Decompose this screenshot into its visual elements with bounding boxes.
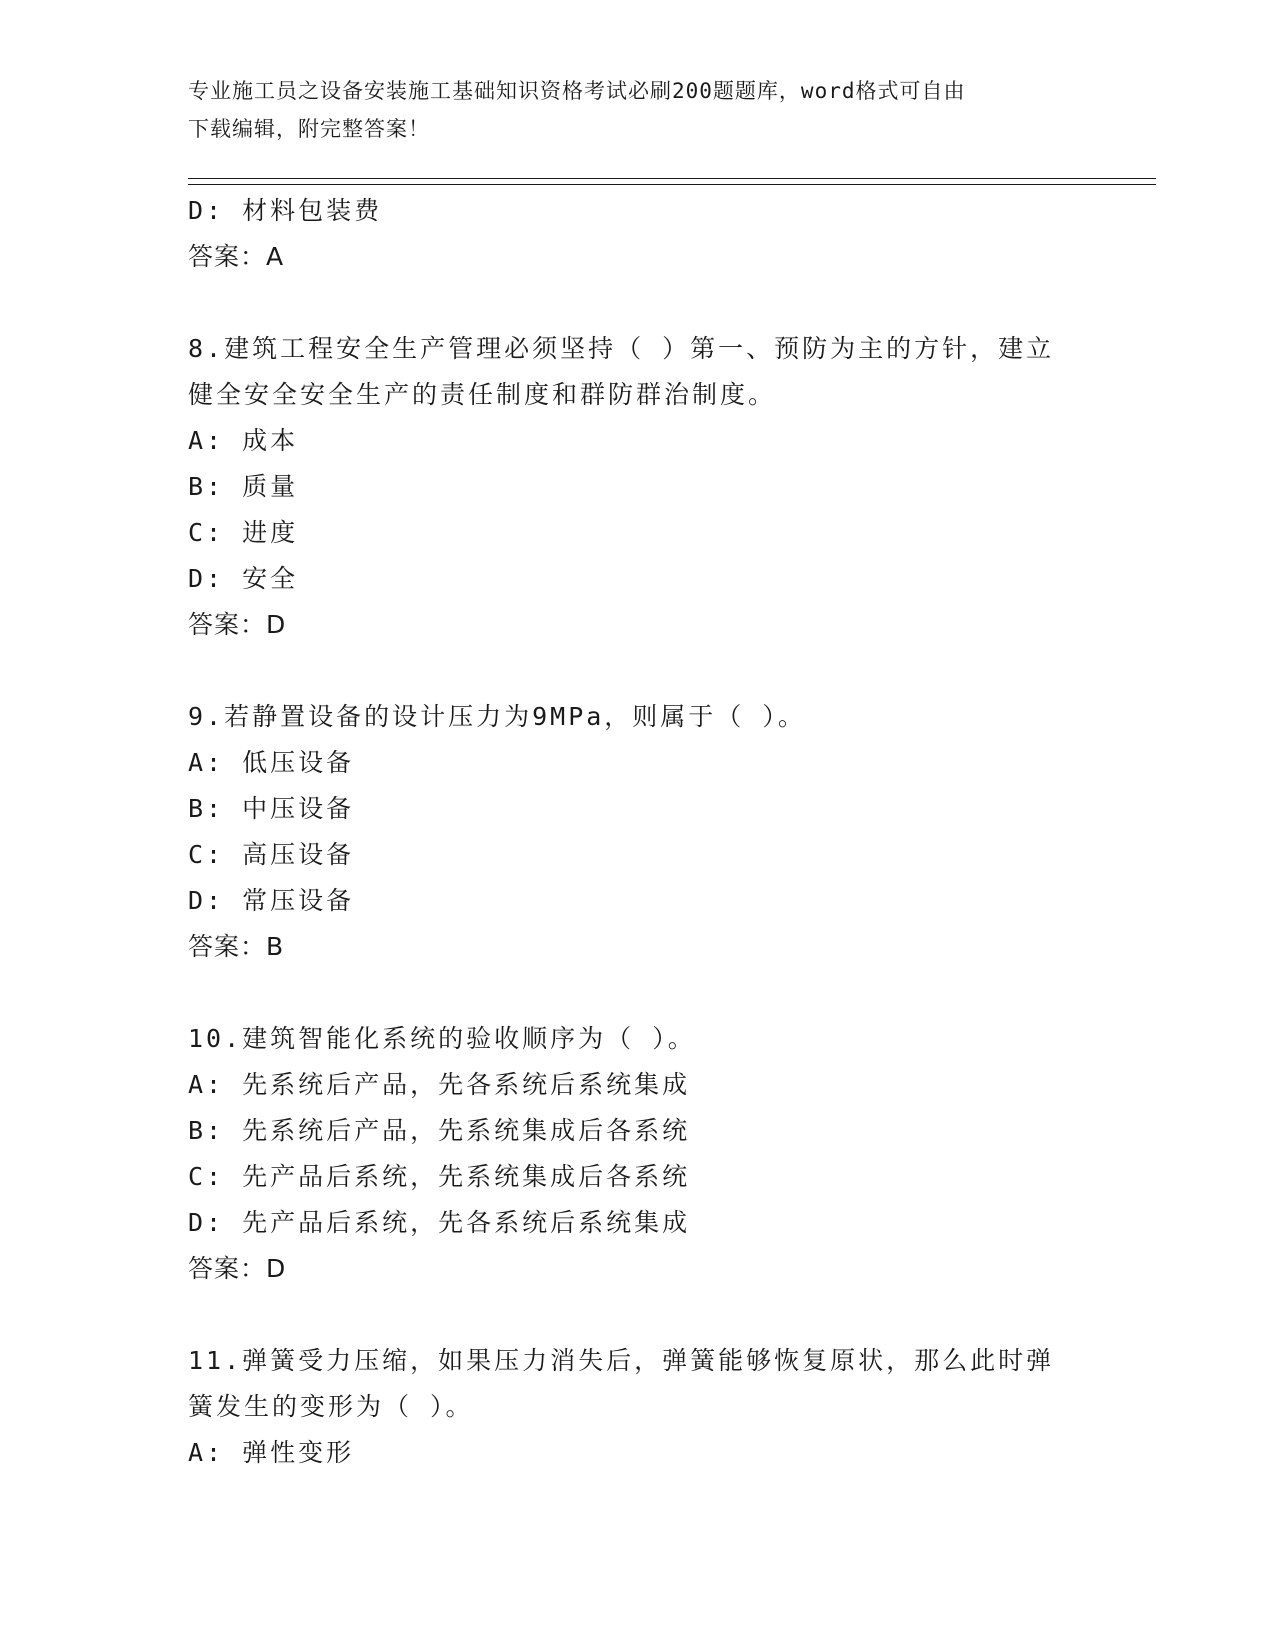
option-d: D: 先产品后系统，先各系统后系统集成 [188, 1208, 691, 1237]
option-b: B: 先系统后产品，先系统集成后各系统 [188, 1116, 691, 1145]
option-a: A: 先系统后产品，先各系统后系统集成 [188, 1070, 691, 1099]
option-b: B: 质量 [188, 472, 299, 501]
spacer [188, 648, 1088, 694]
spacer [188, 1292, 1088, 1338]
header-divider [188, 178, 1156, 185]
question-text-line-2: 健全安全安全生产的责任制度和群防群治制度。 [188, 380, 777, 409]
question-text-line-1: 9.若静置设备的设计压力为9MPa，则属于（ ）。 [188, 702, 806, 731]
spacer [188, 970, 1088, 1016]
option-c: C: 高压设备 [188, 840, 355, 869]
question-11 [188, 1338, 1088, 1476]
question-8 [188, 326, 1088, 648]
answer-line: 答案：B [188, 932, 285, 961]
option-b: B: 中压设备 [188, 794, 355, 823]
question-9 [188, 694, 1088, 970]
page-header [188, 72, 1088, 148]
option-c: C: 先产品后系统，先系统集成后各系统 [188, 1162, 691, 1191]
option-c: C: 进度 [188, 518, 299, 547]
option-d: D: 安全 [188, 564, 299, 593]
option-a: A: 低压设备 [188, 748, 355, 777]
option-a: A: 弹性变形 [188, 1438, 355, 1467]
question-text-line-1: 8.建筑工程安全生产管理必须坚持（ ）第一、预防为主的方针，建立 [188, 334, 1055, 363]
question-text-line-2: 簧发生的变形为（ ）。 [188, 1392, 474, 1421]
option-a: A: 成本 [188, 426, 299, 455]
option-d: D: 材料包装费 [188, 196, 383, 225]
answer-line: 答案：D [188, 1254, 287, 1283]
answer-line: 答案：D [188, 610, 287, 639]
question-text-line-1: 10.建筑智能化系统的验收顺序为（ ）。 [188, 1024, 696, 1053]
previous-question-tail [188, 188, 1088, 280]
question-list [188, 188, 1088, 1476]
answer-line: 答案：A [188, 242, 285, 271]
question-10 [188, 1016, 1088, 1292]
spacer [188, 280, 1088, 326]
question-text-line-1: 11.弹簧受力压缩，如果压力消失后，弹簧能够恢复原状，那么此时弹 [188, 1346, 1055, 1375]
option-d: D: 常压设备 [188, 886, 355, 915]
header-title-line-1: 专业施工员之设备安装施工基础知识资格考试必刷200题题库，word格式可自由 [188, 79, 966, 103]
header-title-line-2: 下载编辑，附完整答案！ [188, 117, 430, 141]
